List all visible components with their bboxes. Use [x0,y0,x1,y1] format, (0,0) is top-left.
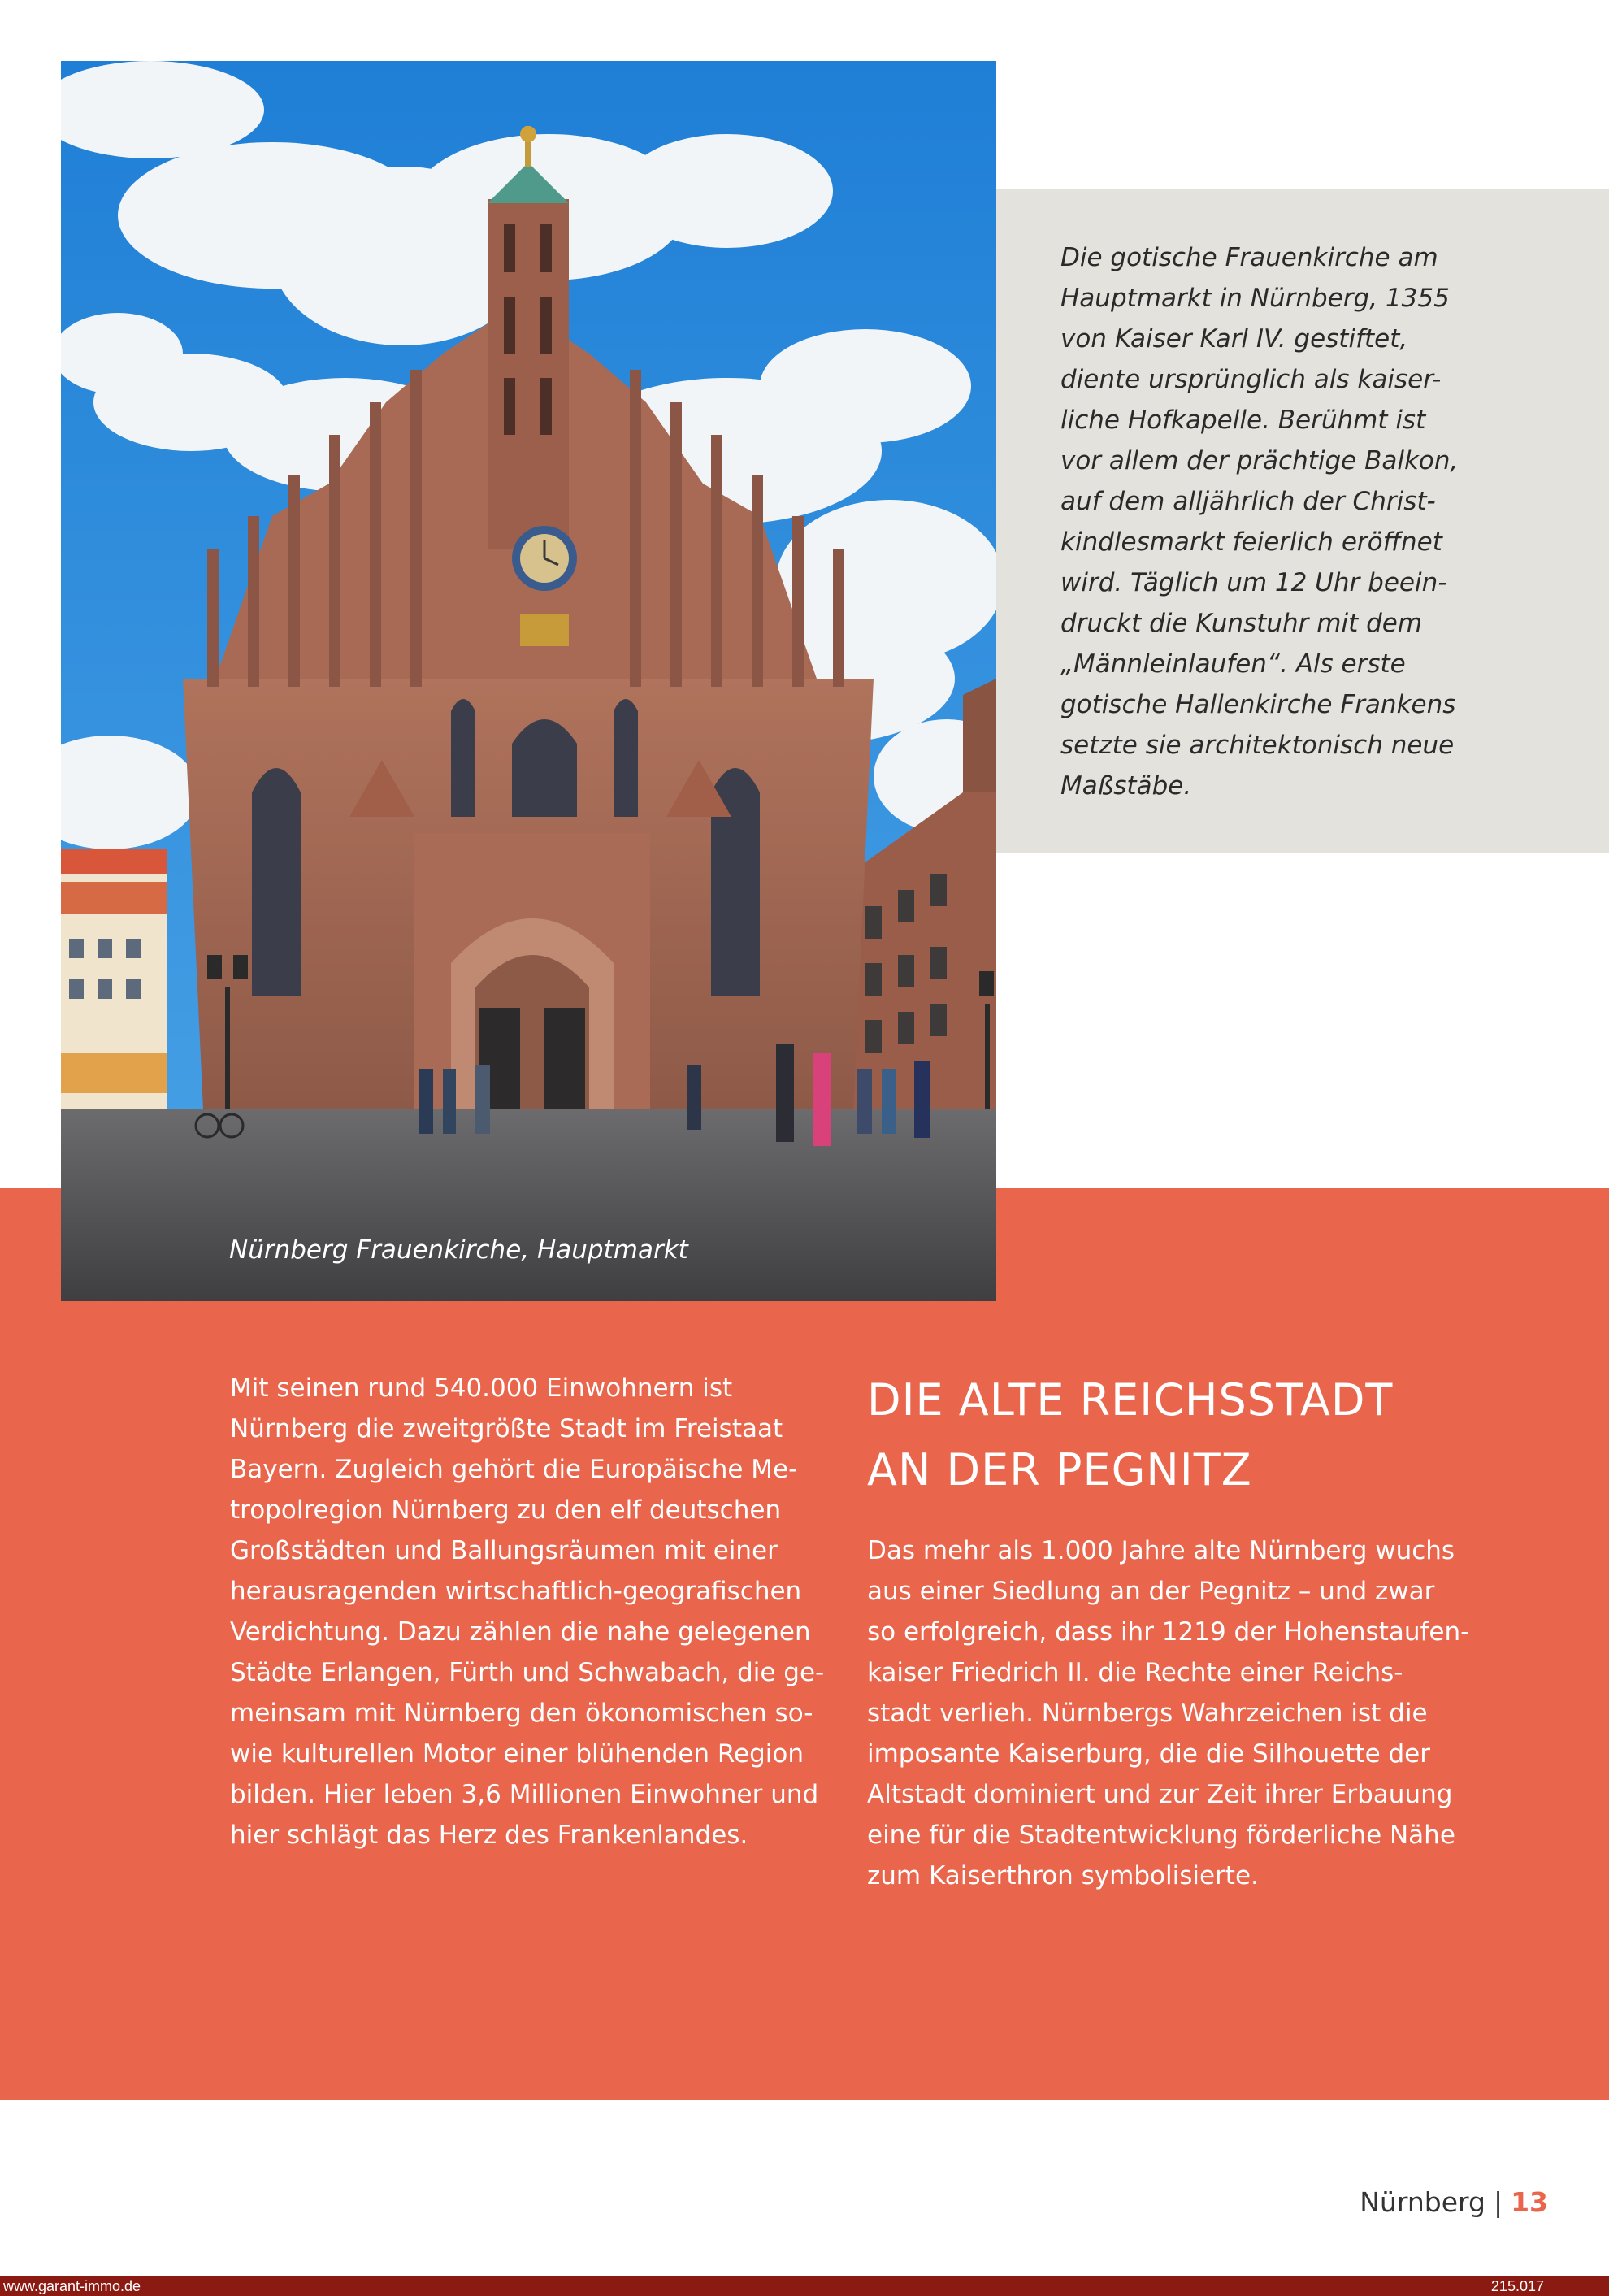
bottom-bar [0,2276,1609,2296]
paragraph-line: Altstadt dominiert und zur Zeit ihrer Erbauung [867,1780,1453,1809]
paragraph-line: meinsam mit Nürnberg den ökonomischen so- [230,1699,813,1728]
paragraph-line: Bayern. Zugleich gehört die Europäische Me- [230,1455,798,1484]
paragraph-line: wie kulturellen Motor einer blühenden Region [230,1739,804,1769]
heading-line: AN DER PEGNITZ [867,1444,1252,1495]
sidebar-line: wird. Täglich um 12 Uhr beein- [1060,568,1447,597]
sidebar-line: vor allem der prächtige Balkon, [1060,446,1459,475]
sidebar-line: liche Hofkapelle. Berühmt ist [1060,406,1426,435]
sidebar-line: Die gotische Frauenkirche am [1060,243,1438,272]
paragraph-line: Verdichtung. Dazu zählen die nahe gelegenen [230,1617,811,1647]
sidebar-line: kindlesmarkt feierlich eröffnet [1060,527,1442,557]
photo-caption: Nürnberg Frauenkirche, Hauptmarkt [229,1235,688,1265]
paragraph-line: imposante Kaiserburg, die die Silhouette der [867,1739,1431,1769]
sidebar-line: diente ursprünglich als kaiser- [1060,365,1442,394]
sidebar-line: von Kaiser Karl IV. gestiftet, [1060,324,1408,354]
footer-section-name: Nürnberg [1360,2186,1485,2218]
paragraph-line: Mit seinen rund 540.000 Einwohnern ist [230,1374,733,1403]
sidebar-line: auf dem alljährlich der Christ- [1060,487,1436,516]
intro-paragraph [230,1368,831,1855]
paragraph-line: eine für die Stadtentwicklung förderliche Nähe [867,1821,1455,1850]
page-footer [1360,2186,1548,2218]
paragraph-line: Städte Erlangen, Fürth und Schwabach, die ge- [230,1658,825,1687]
paragraph-line: stadt verlieh. Nürnbergs Wahrzeichen ist die [867,1699,1428,1728]
sidebar-line: Hauptmarkt in Nürnberg, 1355 [1060,284,1450,313]
paragraph-line: tropolregion Nürnberg zu den elf deutschen [230,1495,782,1525]
frauenkirche-photo [61,61,996,1301]
paragraph-line: aus einer Siedlung an der Pegnitz – und zwar [867,1577,1435,1606]
footer-separator: | [1493,2186,1503,2218]
paragraph-line: bilden. Hier leben 3,6 Millionen Einwohner und [230,1780,819,1809]
sidebar-line: druckt die Kunstuhr mit dem [1060,609,1423,638]
sidebar-note-text [1060,237,1483,806]
paragraph-line: kaiser Friedrich II. die Rechte einer Reichs- [867,1658,1403,1687]
paragraph-line: Nürnberg die zweitgrößte Stadt im Freistaat [230,1414,783,1443]
paragraph-line: herausragenden wirtschaftlich-geografischen [230,1577,802,1606]
sidebar-line: Maßstäbe. [1060,771,1192,801]
page-number: 13 [1511,2186,1548,2218]
sidebar-line: setzte sie architektonisch neue [1060,731,1455,760]
sidebar-line: gotische Hallenkirche Frankens [1060,690,1456,719]
heading-line: DIE ALTE REICHSSTADT [867,1374,1394,1426]
paragraph-line: hier schlägt das Herz des Frankenlandes. [230,1821,748,1850]
paragraph-line: Das mehr als 1.000 Jahre alte Nürnberg wuchs [867,1536,1455,1565]
website-link[interactable]: www.garant-immo.de [3,2278,141,2294]
paragraph-line: Großstädten und Ballungsräumen mit einer [230,1536,778,1565]
paragraph-line: zum Kaiserthron symbolisierte. [867,1861,1259,1890]
document-code: 215.017 [1490,2278,1544,2294]
sidebar-line: „Männleinlaufen“. Als erste [1060,649,1406,679]
section-heading [867,1365,1558,1505]
history-paragraph [867,1530,1468,1896]
paragraph-line: so erfolgreich, dass ihr 1219 der Hohenstaufen- [867,1617,1470,1647]
